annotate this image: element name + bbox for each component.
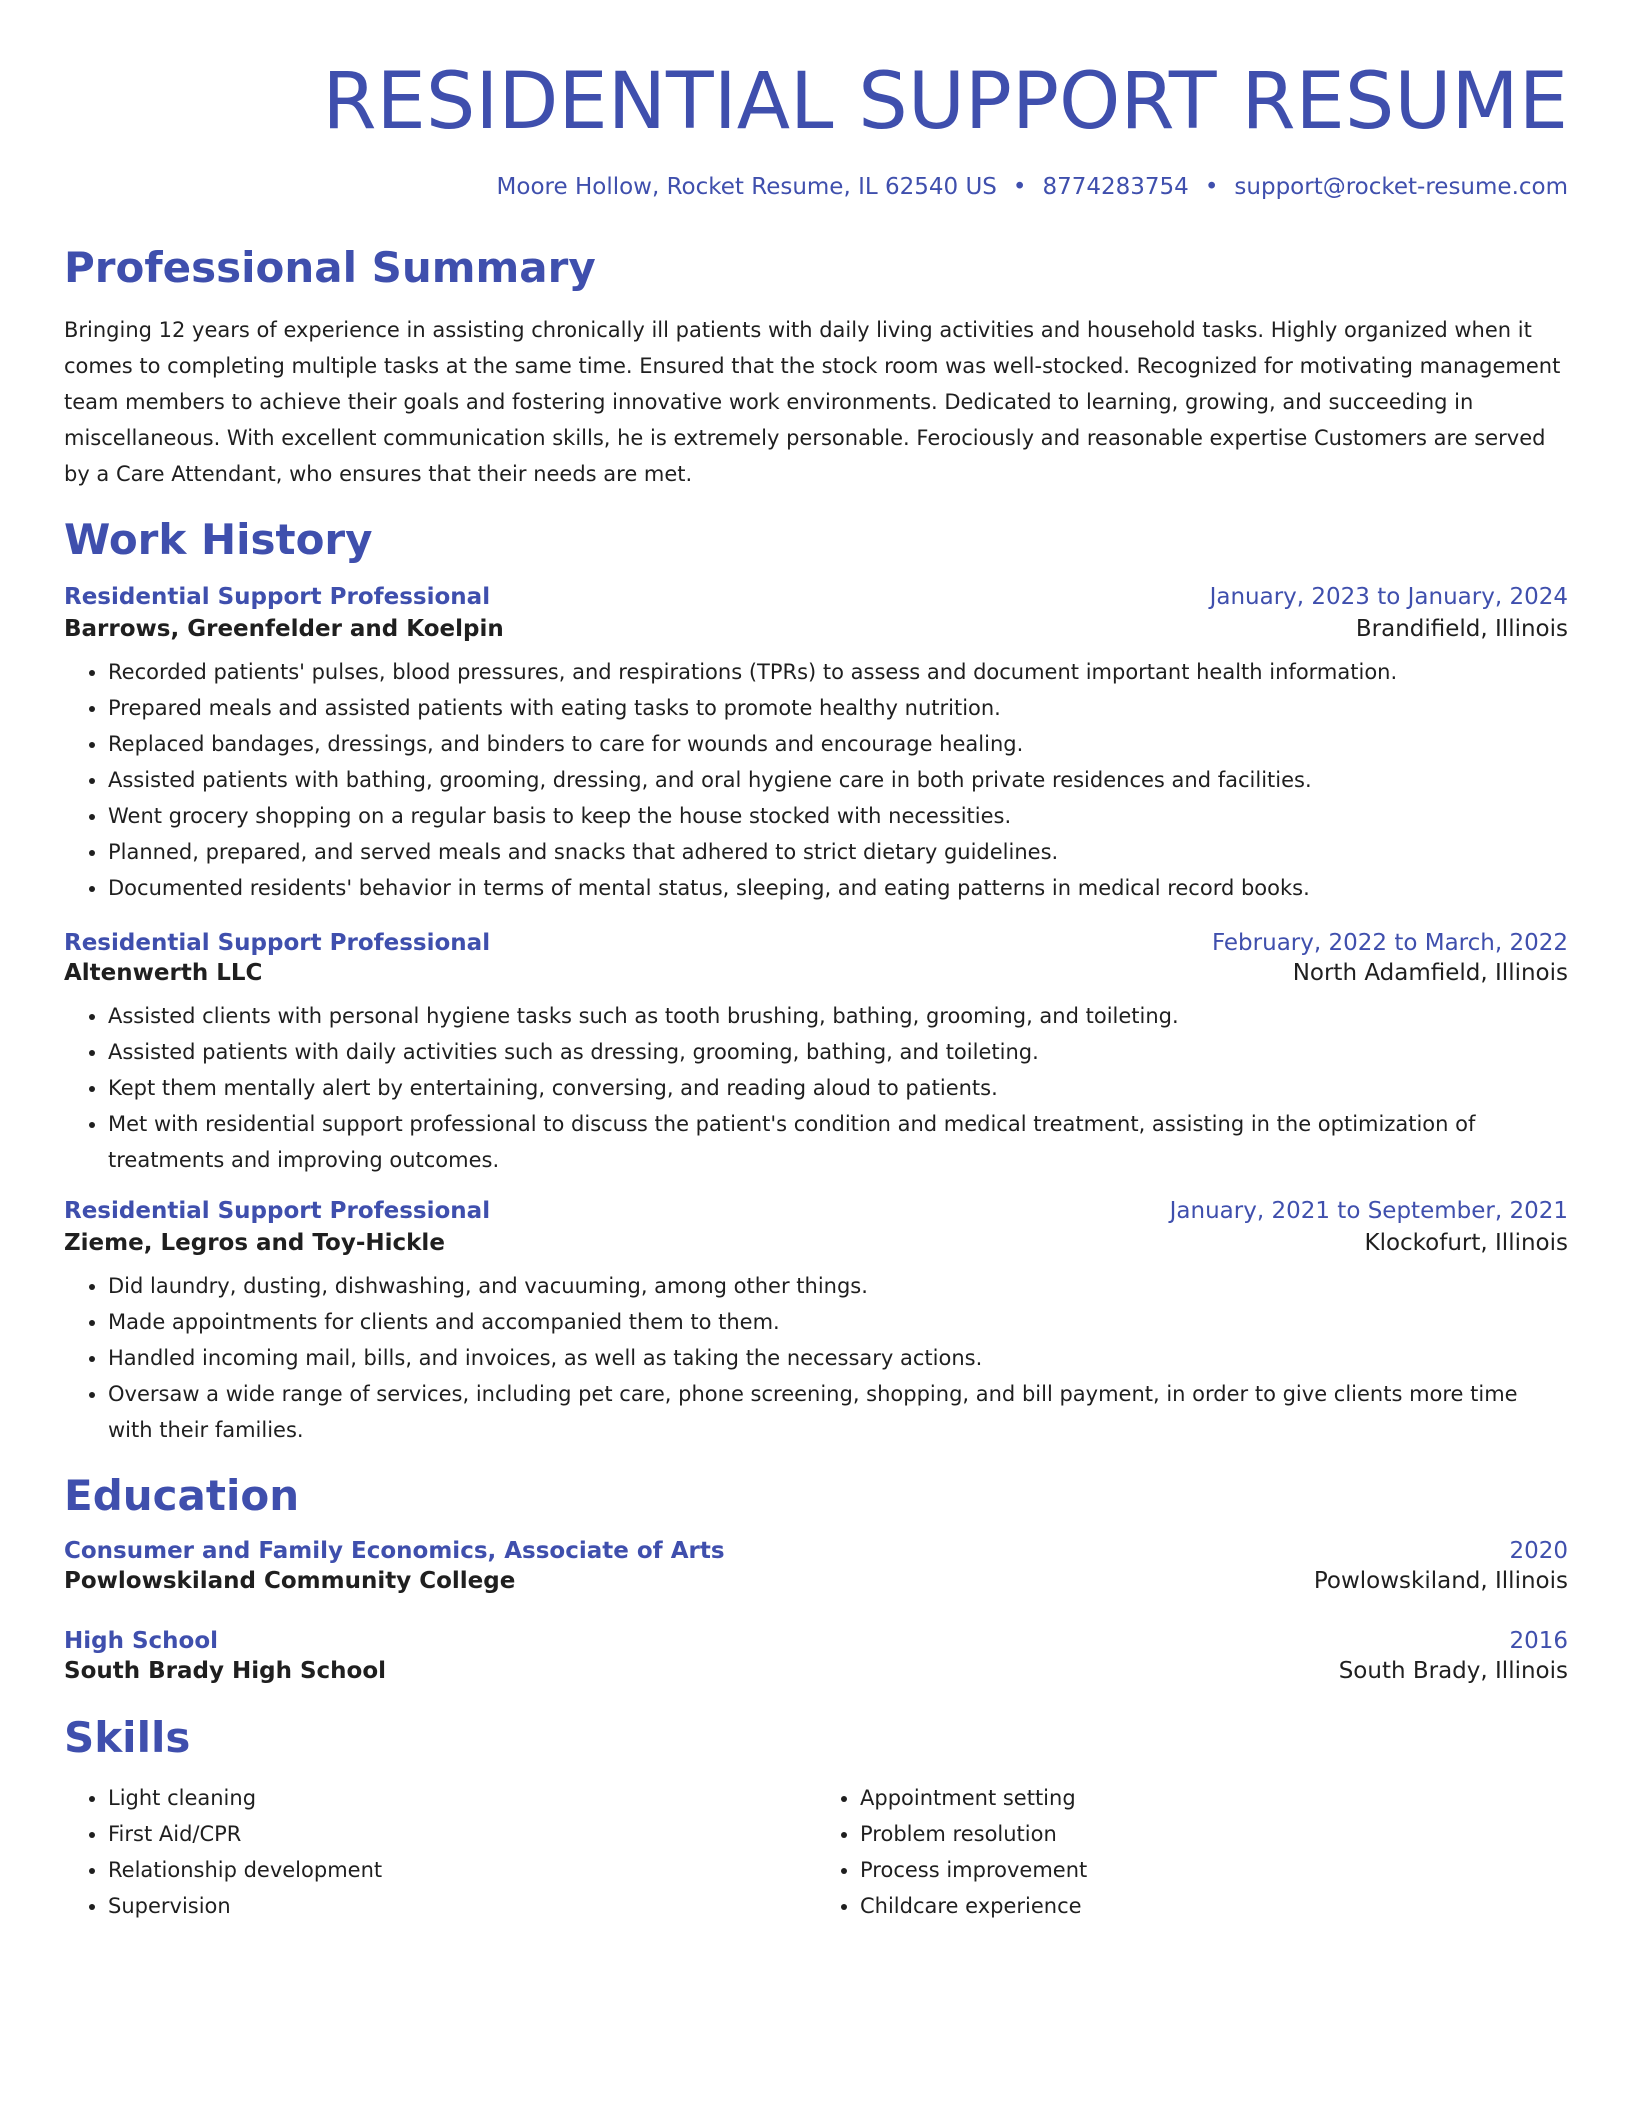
education-degree: Consumer and Family Economics, Associate of Arts (64, 1538, 725, 1564)
job-bullet: • Went grocery shopping on a regular basis to keep the house stocked with necessities. (108, 798, 1568, 834)
job-bullets (64, 1268, 1568, 1448)
job-bullet: • Did laundry, dusting, dishwashing, and vacuuming, among other things. (108, 1268, 1568, 1304)
skill-item: • Light cleaning (108, 1780, 816, 1816)
job-location: Brandifield, Illinois (1355, 616, 1568, 642)
education-heading: Education (64, 1471, 300, 1520)
work-heading: Work History (64, 515, 373, 564)
education-year: 2020 (1509, 1538, 1568, 1564)
education-subheader (64, 1568, 1568, 1594)
job-entry (64, 930, 1568, 1178)
job-subheader (64, 960, 1568, 986)
job-subheader (64, 1230, 1568, 1256)
skills-heading: Skills (64, 1713, 191, 1762)
skill-item: • Supervision (108, 1888, 816, 1924)
skill-item: • First Aid/CPR (108, 1816, 816, 1852)
job-bullet: • Replaced bandages, dressings, and binders to care for wounds and encourage healing. (108, 726, 1568, 762)
contact-line (64, 170, 1568, 204)
skills-section (64, 1710, 1568, 1924)
contact-email: support@rocket-resume.com (1234, 174, 1568, 200)
skill-item: • Relationship development (108, 1852, 816, 1888)
summary-section (64, 240, 1568, 492)
education-entry (64, 1628, 1568, 1684)
job-company: Zieme, Legros and Toy-Hickle (64, 1230, 445, 1256)
summary-text: Bringing 12 years of experience in assisting chronically ill patients with daily living activities and household tasks. Highly organized when it comes to completing multiple tasks at the same time. Ensured that the stock room was well-stocked. Recognized for motivating management team members to achieve their goals and fostering innovative work environments. Dedicated to learning, growing, and succeeding in miscellaneous. With excellent communication skills, he is extremely personable. Ferociously and reasonable expertise Customers are served by a Care Attendant, who ensures that their needs are met. (64, 318, 1561, 486)
work-section (64, 512, 1568, 1448)
job-entry (64, 1198, 1568, 1448)
contact-phone: 8774283754 (1042, 174, 1189, 200)
job-bullet: • Documented residents' behavior in terms of mental status, sleeping, and eating patterns in medical record books. (108, 870, 1568, 906)
education-location: Powlowskiland, Illinois (1313, 1568, 1568, 1594)
job-bullet: • Kept them mentally alert by entertaining, conversing, and reading aloud to patients. (108, 1070, 1568, 1106)
job-subheader (64, 616, 1568, 642)
job-bullet: • Made appointments for clients and accompanied them to them. (108, 1304, 1568, 1340)
job-role: Residential Support Professional (64, 930, 491, 956)
job-dates: January, 2021 to September, 2021 (1169, 1198, 1568, 1224)
skill-item: • Childcare experience (860, 1888, 1568, 1924)
education-header (64, 1628, 1568, 1654)
job-bullets (64, 654, 1568, 906)
resume-title: RESIDENTIAL SUPPORT RESUME (322, 57, 1568, 147)
education-subheader (64, 1658, 1568, 1684)
contact-separator: • (1012, 174, 1027, 200)
job-bullet: • Assisted patients with bathing, grooming, dressing, and oral hygiene care in both private residences and facilities. (108, 762, 1568, 798)
job-company: Altenwerth LLC (64, 960, 263, 986)
job-role: Residential Support Professional (64, 584, 491, 610)
job-bullet: • Assisted clients with personal hygiene tasks such as tooth brushing, bathing, grooming, and toileting. (108, 998, 1568, 1034)
skills-grid (64, 1780, 1568, 1924)
job-dates: February, 2022 to March, 2022 (1211, 930, 1568, 956)
job-header (64, 584, 1568, 610)
job-bullet: • Prepared meals and assisted patients with eating tasks to promote healthy nutrition. (108, 690, 1568, 726)
education-degree: High School (64, 1628, 219, 1654)
skill-item: • Process improvement (860, 1852, 1568, 1888)
job-header (64, 930, 1568, 956)
skill-item: • Appointment setting (860, 1780, 1568, 1816)
skill-item: • Problem resolution (860, 1816, 1568, 1852)
job-bullets (64, 998, 1568, 1178)
job-header (64, 1198, 1568, 1224)
job-role: Residential Support Professional (64, 1198, 491, 1224)
education-school: Powlowskiland Community College (64, 1568, 516, 1594)
job-bullet: • Handled incoming mail, bills, and invoices, as well as taking the necessary actions. (108, 1340, 1568, 1376)
education-section (64, 1468, 1568, 1684)
job-bullet: • Planned, prepared, and served meals and snacks that adhered to strict dietary guidelines. (108, 834, 1568, 870)
job-bullet: • Met with residential support professional to discuss the patient's condition and medical treatment, assisting in the optimization of treatments and improving outcomes. (108, 1106, 1568, 1178)
contact-separator: • (1204, 174, 1219, 200)
job-bullet: • Oversaw a wide range of services, including pet care, phone screening, shopping, and bill payment, in order to give clients more time with their families. (108, 1376, 1568, 1448)
job-location: North Adamfield, Illinois (1292, 960, 1568, 986)
job-bullet: • Recorded patients' pulses, blood pressures, and respirations (TPRs) to assess and document important health information. (108, 654, 1568, 690)
summary-heading: Professional Summary (64, 243, 596, 292)
education-header (64, 1538, 1568, 1564)
education-entry (64, 1538, 1568, 1594)
job-location: Klockofurt, Illinois (1364, 1230, 1568, 1256)
education-year: 2016 (1509, 1628, 1568, 1654)
job-dates: January, 2023 to January, 2024 (1209, 584, 1568, 610)
education-location: South Brady, Illinois (1338, 1658, 1568, 1684)
contact-address: Moore Hollow, Rocket Resume, IL 62540 US (496, 174, 997, 200)
job-bullet: • Assisted patients with daily activities such as dressing, grooming, bathing, and toileting. (108, 1034, 1568, 1070)
job-entry (64, 584, 1568, 906)
job-company: Barrows, Greenfelder and Koelpin (64, 616, 504, 642)
skills-column-right (816, 1780, 1568, 1924)
education-school: South Brady High School (64, 1658, 387, 1684)
skills-column-left (64, 1780, 816, 1924)
